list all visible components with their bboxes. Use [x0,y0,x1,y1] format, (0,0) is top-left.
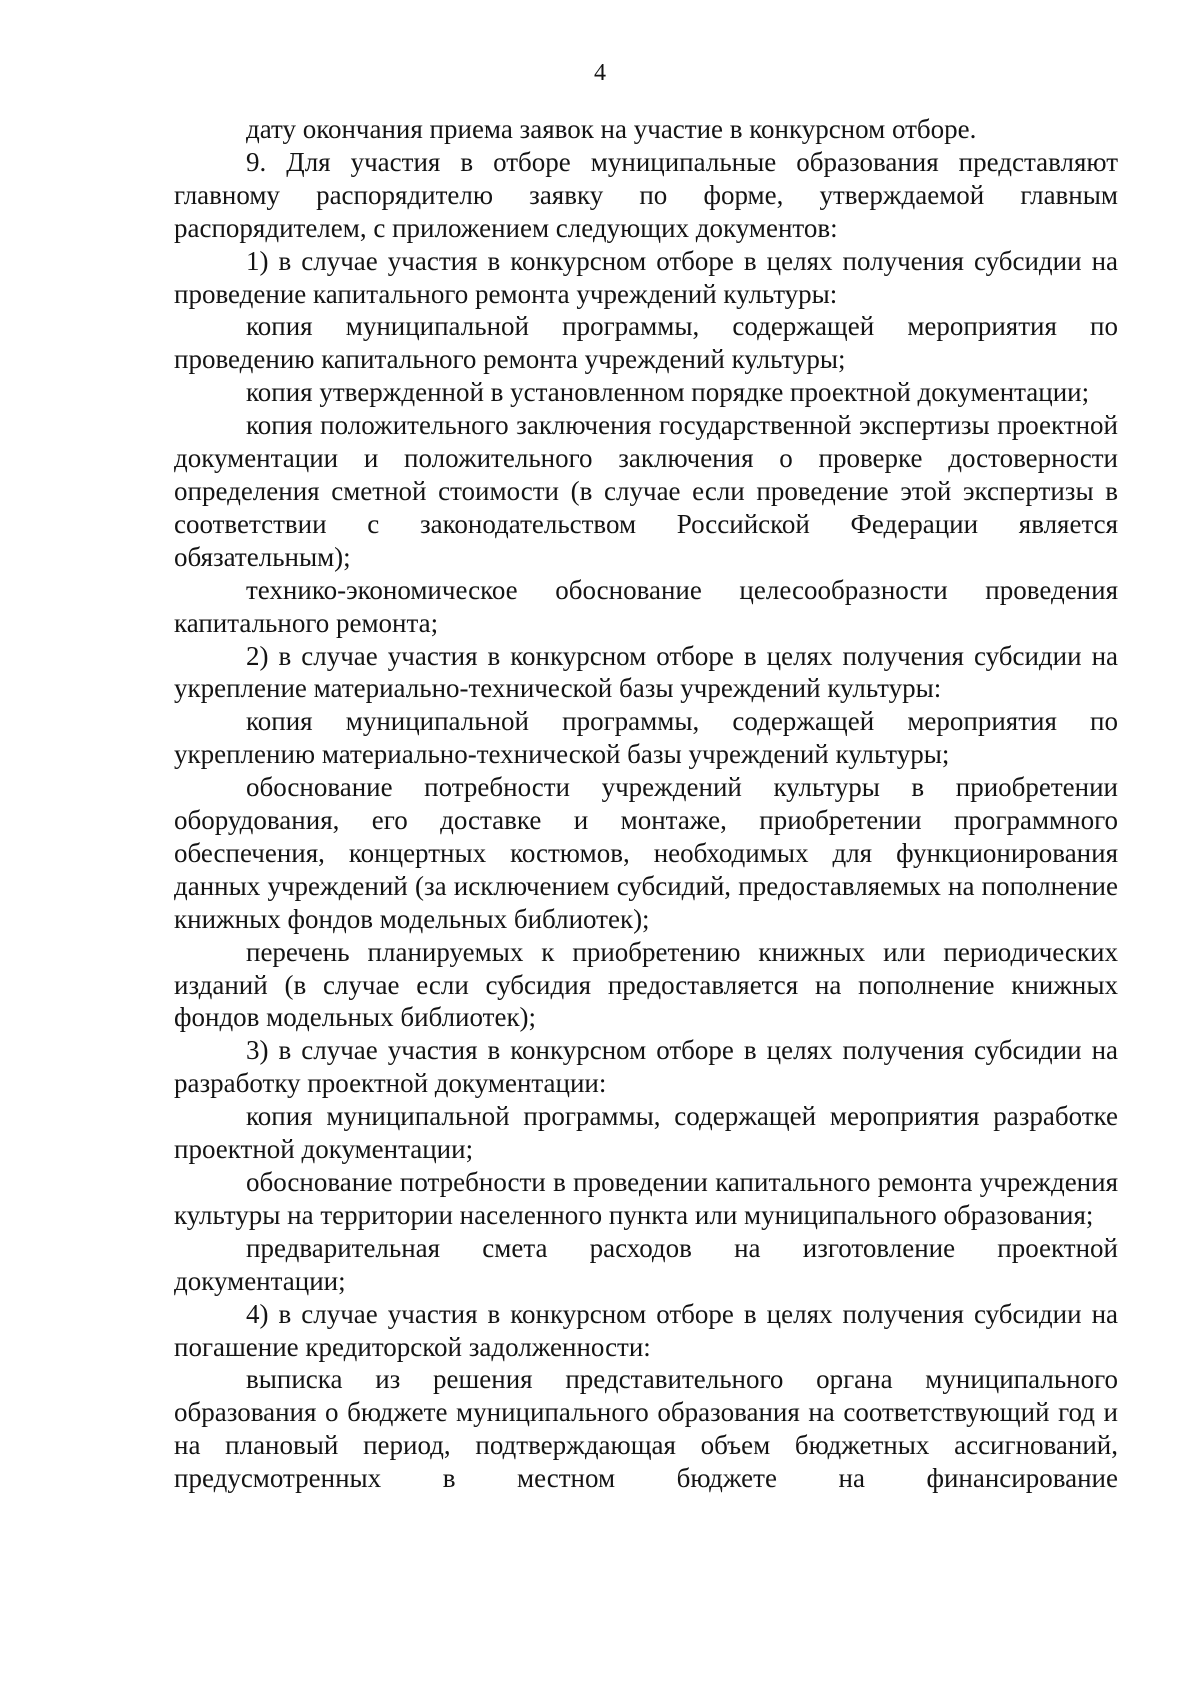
paragraph-preliminary-estimate: предварительная смета расходов на изготовление проектной документации; [174,1232,1118,1296]
paragraph-subitem-2: 2) в случае участия в конкурсном отборе в целях получения субсидии на укрепление материально-технической базы учреждений культуры: [174,640,1118,704]
paragraph-feasibility-study: технико-экономическое обоснование целесообразности проведения капитального ремонта; [174,574,1118,638]
paragraph-equipment-justification: обоснование потребности учреждений культуры в приобретении оборудования, его доставке и монтаже, приобретении программного обеспечения, концертных костюмов, необходимых для функционирования данных учреждений (за исключением субсидий, предоставляемых на пополнение книжных фондов модельных библиотек); [174,772,1118,934]
paragraph-program-copy: копия муниципальной программы, содержащей мероприятия по проведению капитального ремонта учреждений культуры; [174,311,1118,375]
paragraph-books-list: перечень планируемых к приобретению книжных или периодических изданий (в случае если субсидия предоставляется на пополнение книжных фондов модельных библиотек); [174,936,1118,1033]
paragraph-program-copy-2: копия муниципальной программы, содержащей мероприятия по укреплению материально-технической базы учреждений культуры; [174,706,1118,770]
paragraph-repair-justification: обоснование потребности в проведении капитального ремонта учреждения культуры на территории населенного пункта или муниципального образования; [174,1167,1118,1230]
paragraph-subitem-1: 1) в случае участия в конкурсном отборе в целях получения субсидии на проведение капитального ремонта учреждений культуры: [174,245,1118,309]
paragraph-item-9: 9. Для участия в отборе муниципальные образования представляют главному распорядителю заявку по форме, утверждаемой главным распорядителем, с приложением следующих документов: [174,146,1118,243]
paragraph-design-docs-copy: копия утвержденной в установленном порядке проектной документации; [246,377,1090,408]
paragraph-budget-extract: выписка из решения представительного органа муниципального образования о бюджете муниципального образования на соответствующий год и на плановый период, подтверждающая объем бюджетных ассигнований, предусмотренных в местном бюджете на финансирование [174,1364,1118,1494]
paragraph-expertise-conclusion: копия положительного заключения государственной экспертизы проектной документации и положительного заключения о проверке достоверности определения сметной стоимости (в случае если проведение этой экспертизы в соответствии с законодательством Российской Федерации является обязательным); [174,410,1118,572]
paragraph-subitem-4: 4) в случае участия в конкурсном отборе в целях получения субсидии на погашение кредиторской задолженности: [174,1298,1118,1362]
document-body [174,113,1118,1495]
paragraph-continuation: дату окончания приема заявок на участие в конкурсном отборе. [246,114,977,144]
paragraph-subitem-3: 3) в случае участия в конкурсном отборе в целях получения субсидии на разработку проектной документации: [174,1035,1118,1099]
paragraph-program-copy-3: копия муниципальной программы, содержащей мероприятия разработке проектной документации; [174,1101,1118,1165]
page-number: 4 [594,60,606,86]
